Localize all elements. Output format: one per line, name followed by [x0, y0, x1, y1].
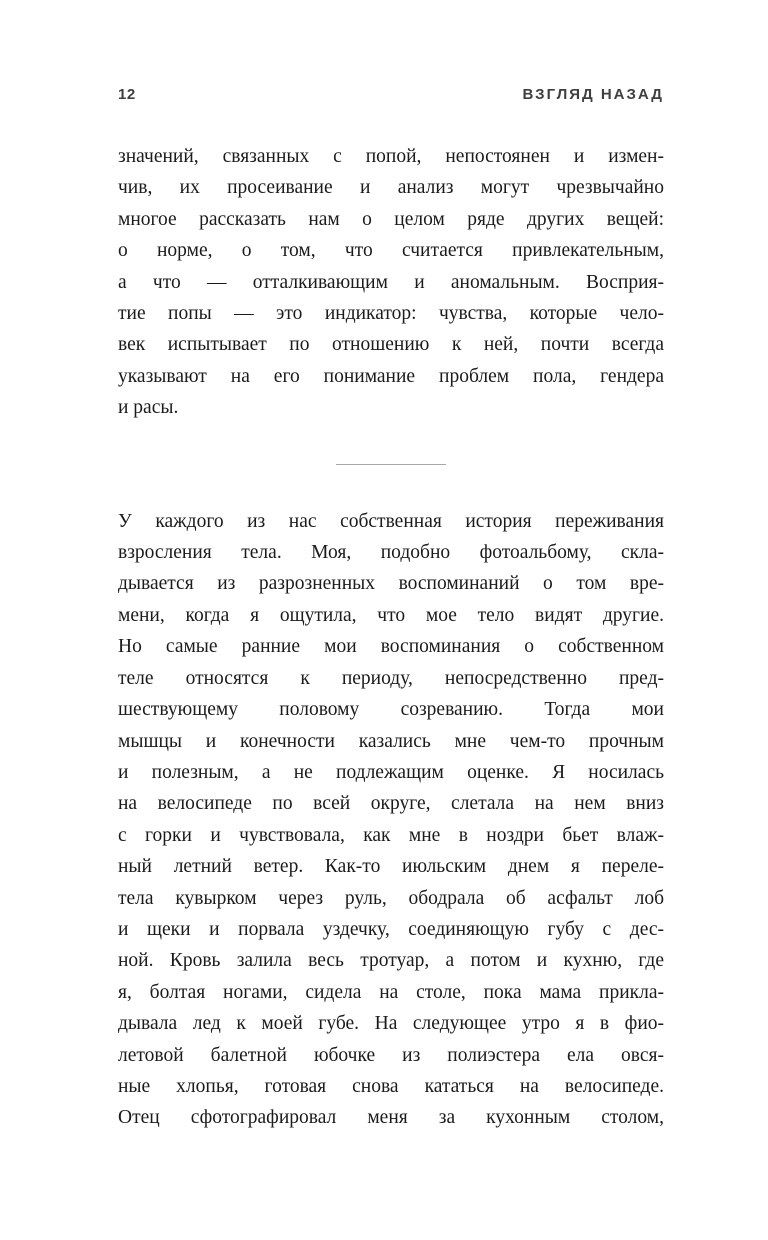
running-header — [118, 86, 664, 103]
text-line: тела кувырком через руль, ободрала об асфальт лоб — [118, 887, 664, 909]
text-line: и полезным, а не подлежащим оценке. Я носилась — [118, 761, 664, 783]
text-line: Отец сфотографировал меня за кухонным столом, — [118, 1107, 664, 1129]
text-line: с горки и чувствовала, как мне в ноздри бьет влаж- — [118, 824, 664, 846]
text-line: мени, когда я ощутила, что мое тело видят другие. — [118, 604, 664, 626]
section-divider — [336, 464, 446, 465]
text-line: чив, их просеивание и анализ могут чрезвычайно — [118, 177, 664, 199]
text-line: летовой балетной юбочке из полиэстера ела овся- — [118, 1044, 664, 1066]
text-line: на велосипеде по всей округе, слетала на нем вниз — [118, 793, 664, 815]
text-line: У каждого из нас собственная история переживания — [118, 510, 664, 532]
text-line: указывают на его понимание проблем пола, гендера — [118, 365, 664, 387]
running-title: ВЗГЛЯД НАЗАД — [522, 86, 664, 103]
text-line: тие попы — это индикатор: чувства, которые чело- — [118, 303, 664, 325]
text-line: Но самые ранние мои воспоминания о собственном — [118, 636, 664, 658]
text-line: и щеки и порвала уздечку, соединяющую губу с дес- — [118, 918, 664, 940]
text-line: а что — отталкивающим и аномальным. Восприя- — [118, 271, 664, 293]
text-line: дывается из разрозненных воспоминаний о том вре- — [118, 573, 664, 595]
paragraph-1 — [118, 141, 664, 424]
text-line: шествующему половому созреванию. Тогда мои — [118, 699, 664, 721]
text-line: взросления тела. Моя, подобно фотоальбому, скла- — [118, 542, 664, 564]
text-line: мышцы и конечности казались мне чем-то прочным — [118, 730, 664, 752]
text-line: дывала лед к моей губе. На следующее утро я в фио- — [118, 1013, 664, 1035]
text-line: век испытывает по отношению к ней, почти всегда — [118, 334, 664, 356]
paragraph-2 — [118, 506, 664, 1134]
text-line: я, болтая ногами, сидела на столе, пока мама прикла- — [118, 981, 664, 1003]
text-line: и расы. — [118, 397, 179, 419]
page-number: 12 — [118, 86, 136, 103]
text-line: ной. Кровь залила весь тротуар, а потом и кухню, где — [118, 950, 664, 972]
text-column — [118, 0, 664, 1134]
text-line: ные хлопья, готовая снова кататься на велосипеде. — [118, 1075, 664, 1097]
text-line: ный летний ветер. Как-то июльским днем я переле- — [118, 856, 664, 878]
text-line: многое рассказать нам о целом ряде других вещей: — [118, 208, 664, 230]
text-line: о норме, о том, что считается привлекательным, — [118, 240, 664, 262]
text-line: значений, связанных с попой, непостоянен и измен- — [118, 146, 664, 167]
text-line: теле относятся к периоду, непосредственно пред- — [118, 667, 664, 689]
